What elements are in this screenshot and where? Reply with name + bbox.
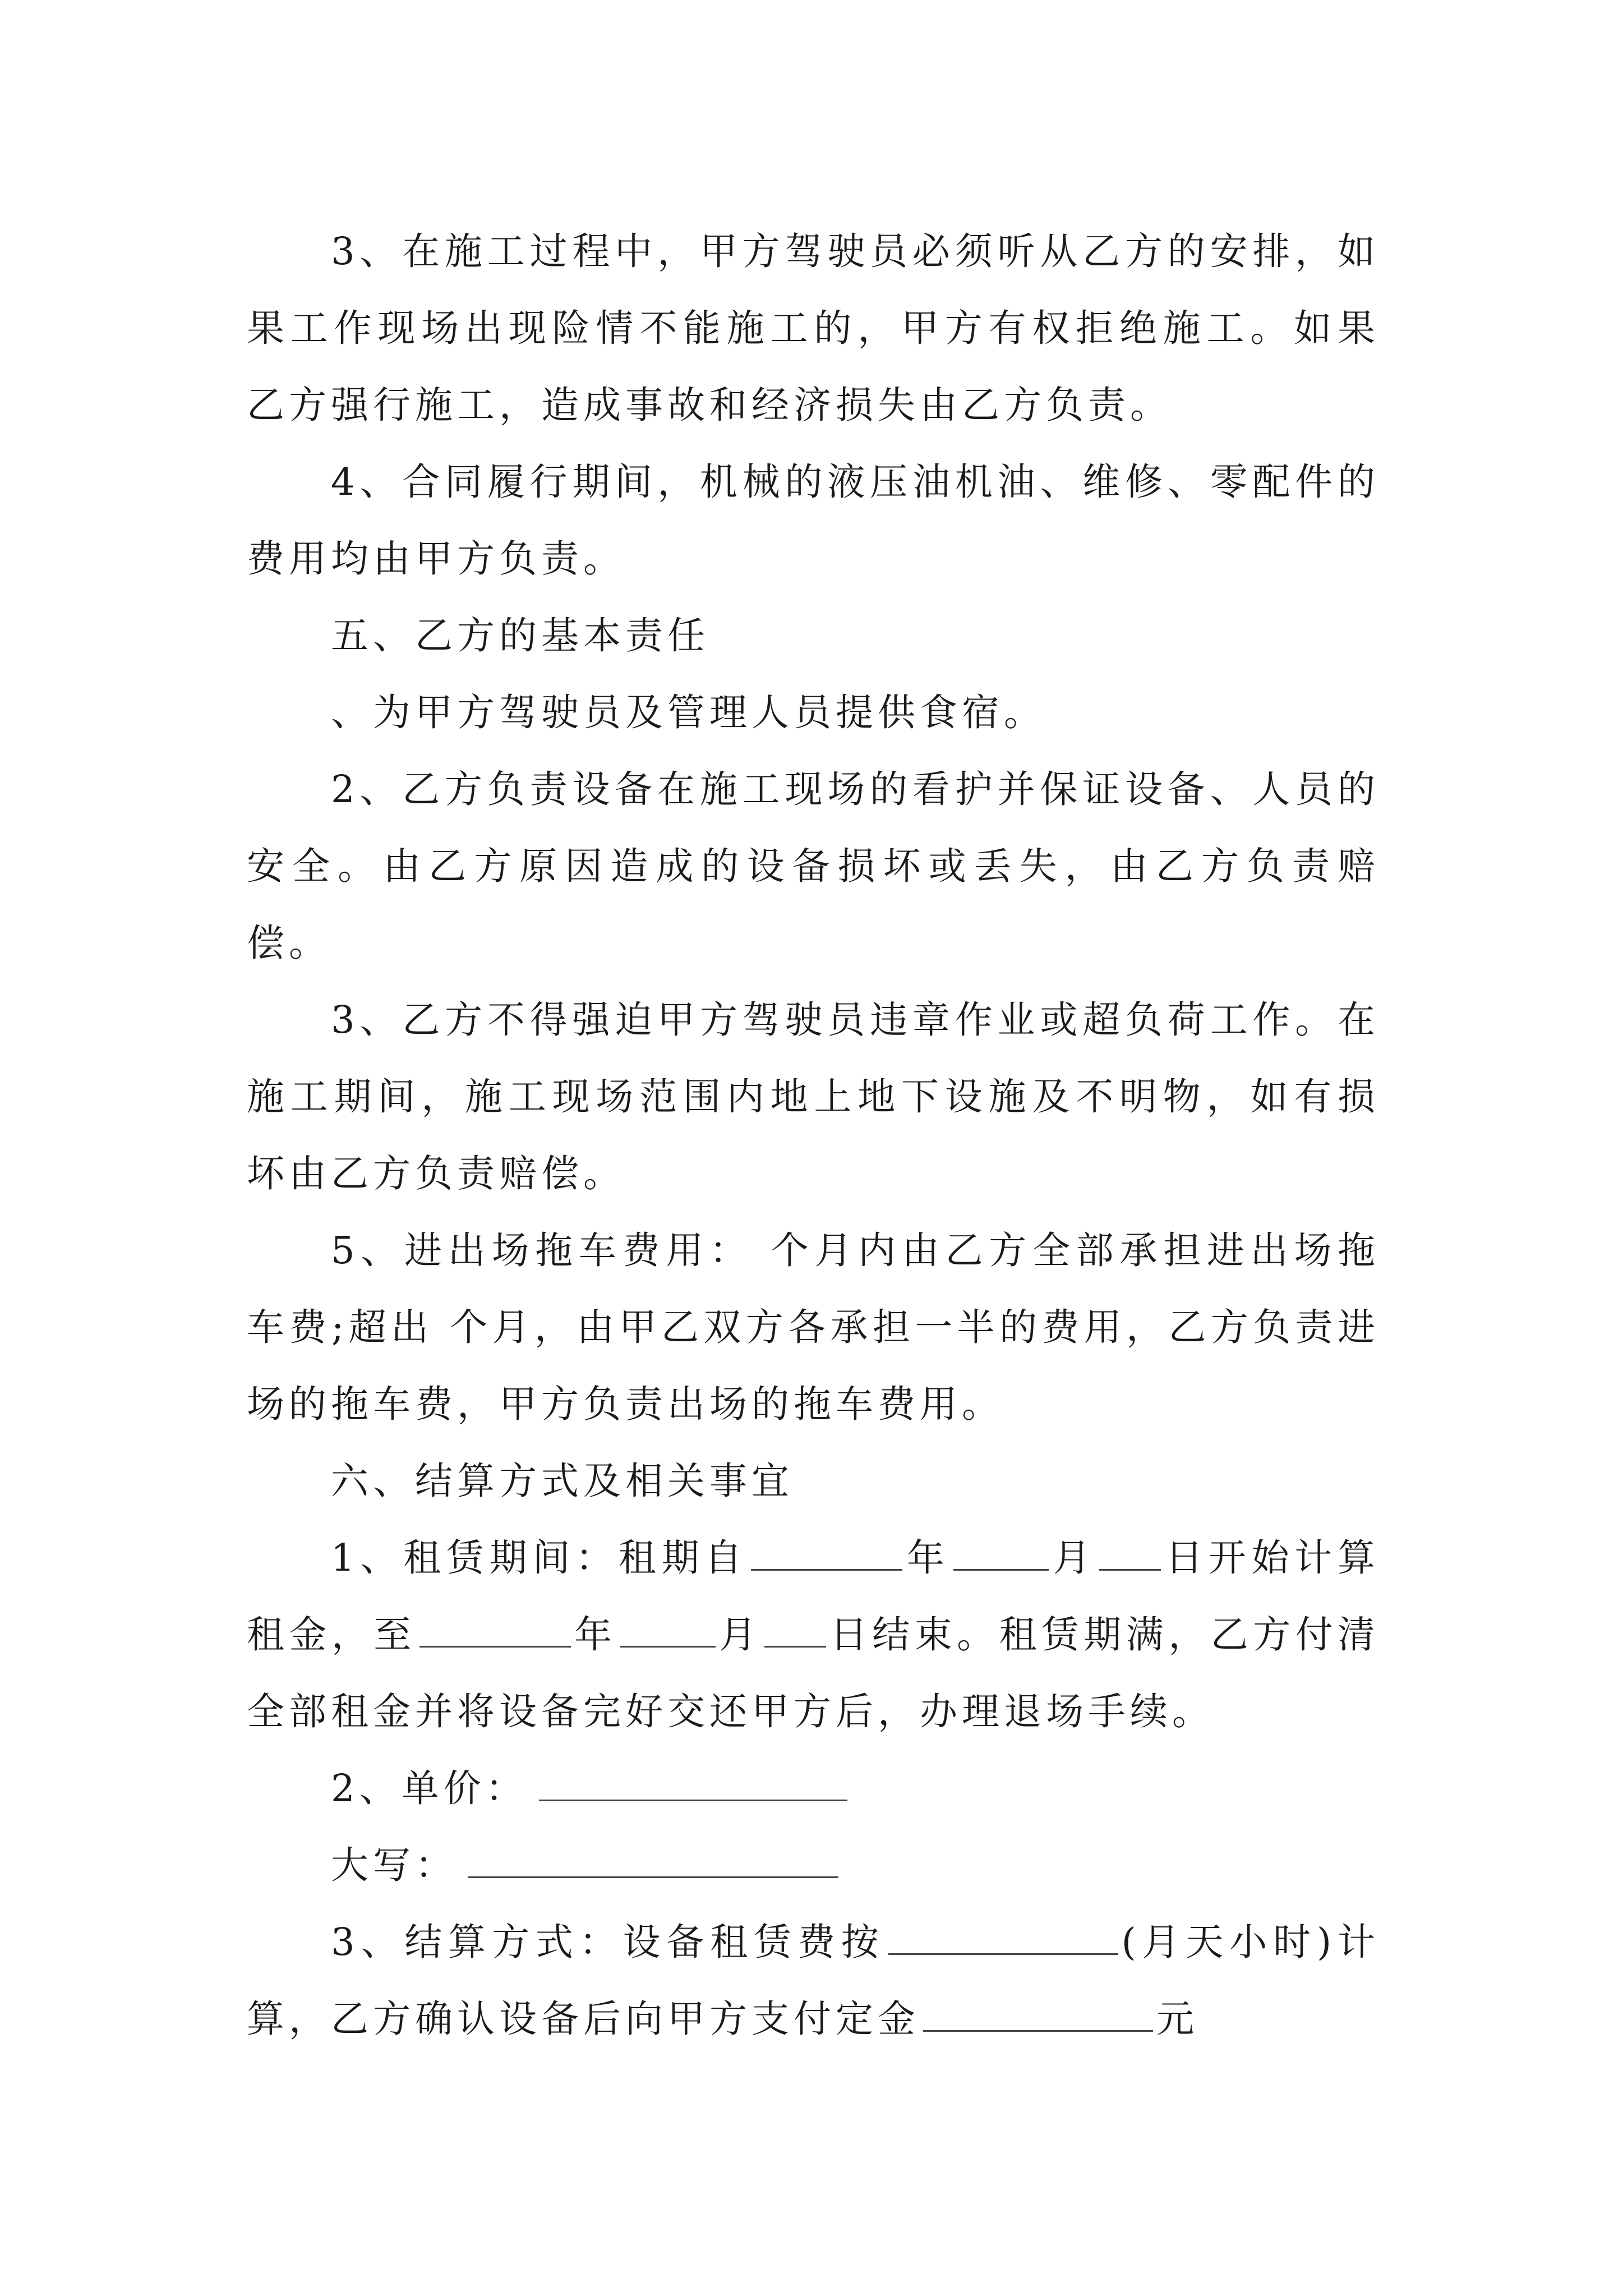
section-5-heading: 五、乙方的基本责任 <box>331 614 709 657</box>
lease-period-prefix: 1、租赁期间：租期自 <box>331 1536 748 1580</box>
settlement-prefix: 3、结算方式：设备租赁费按 <box>331 1920 885 1964</box>
unit-price-label: 2、单价： <box>331 1766 528 1810</box>
unit-price-blank <box>539 1766 847 1801</box>
document-body <box>247 213 1380 2058</box>
billing-unit-blank <box>888 1920 1118 1955</box>
daxie-blank <box>468 1843 838 1878</box>
start-year-blank <box>751 1535 902 1571</box>
settlement-unit-options: (月天小时)计算，乙方确认设备后向甲方支付定金 <box>247 1920 1380 2041</box>
clause-5-5: 5、进出场拖车费用： 个月内由乙方全部承担进出场拖车费;超出 个月，由甲乙双方各承担一半的费用，乙方负责进场的拖车费，甲方负责出场的拖车费用。 <box>247 1228 1380 1426</box>
end-month-label: 月 <box>718 1613 762 1657</box>
lease-end-suffix: 日结束。租赁期满，乙方付清全部租金并将设备完好交还甲方后，办理退场手续。 <box>247 1613 1380 1733</box>
end-month-blank <box>620 1612 716 1648</box>
clause-4-3: 3、在施工过程中，甲方驾驶员必须听从乙方的安排，如果工作现场出现险情不能施工的，甲方有权拒绝施工。如果乙方强行施工，造成事故和经济损失由乙方负责。 <box>247 229 1380 427</box>
start-day-blank <box>1099 1535 1161 1571</box>
start-year-label: 年 <box>906 1536 950 1580</box>
clause-5-3: 3、乙方不得强迫甲方驾驶员违章作业或超负荷工作。在施工期间，施工现场范围内地上地下设施及不明物，如有损坏由乙方负责赔偿。 <box>247 998 1380 1195</box>
unit-price-daxie <box>247 1827 1380 1904</box>
start-month-label: 月 <box>1052 1536 1096 1580</box>
settlement-currency: 元 <box>1156 1997 1198 2041</box>
section-6-heading: 六、结算方式及相关事宜 <box>331 1459 794 1503</box>
lease-start-suffix: 日开始计算租金，至 <box>247 1536 1380 1657</box>
start-month-blank <box>953 1535 1049 1571</box>
deposit-amount-blank <box>923 1996 1153 2032</box>
clause-5-1: 、为甲方驾驶员及管理人员提供食宿。 <box>331 691 1046 734</box>
clause-6-3-settlement <box>247 1904 1380 2058</box>
clause-6-2-unit-price <box>247 1750 1380 1827</box>
clause-6-1-lease-period <box>247 1520 1380 1750</box>
end-year-label: 年 <box>574 1613 617 1657</box>
clause-5-2: 2、乙方负责设备在施工现场的看护并保证设备、人员的安全。由乙方原因造成的设备损坏或丢失，由乙方负责赔偿。 <box>247 767 1380 965</box>
end-day-blank <box>764 1612 826 1648</box>
end-year-blank <box>419 1612 571 1648</box>
clause-4-4: 4、合同履行期间，机械的液压油机油、维修、零配件的费用均由甲方负责。 <box>247 460 1380 581</box>
daxie-label: 大写： <box>331 1843 457 1887</box>
